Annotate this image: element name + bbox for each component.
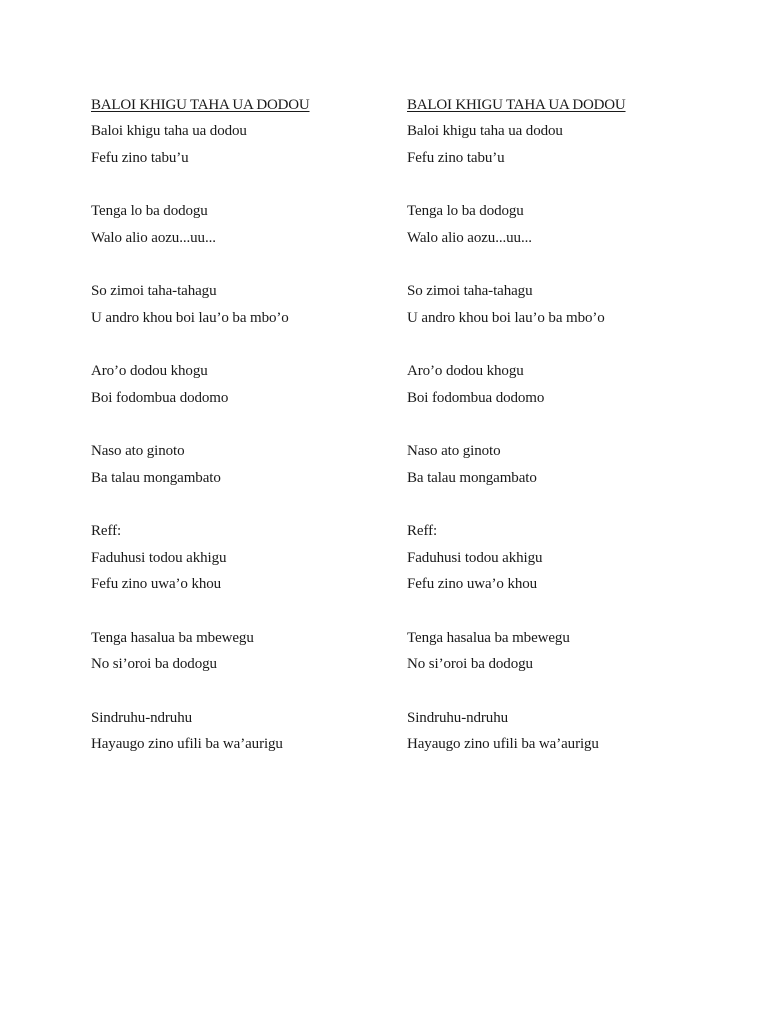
- lyric-line: Aro’o dodou khogu: [91, 363, 208, 379]
- lyric-line: U andro khou boi lau’o ba mbo’o: [407, 309, 605, 326]
- lyric-line: Faduhusi todou akhigu: [407, 549, 543, 566]
- lyrics-column-left: [91, 92, 391, 785]
- stanza-2: [407, 198, 707, 251]
- stanza-4: [407, 358, 707, 411]
- lyric-line: Tenga lo ba dodogu: [91, 203, 208, 219]
- stanza-3: [407, 278, 707, 331]
- stanza-1: [91, 118, 391, 171]
- stanza-3: [91, 278, 391, 331]
- stanza-7: [407, 625, 707, 678]
- stanza-7: [91, 625, 391, 678]
- lyric-line: Naso ato ginoto: [91, 443, 185, 459]
- lyric-line: Sindruhu-ndruhu: [91, 709, 192, 726]
- lyric-line: Hayaugo zino ufili ba wa’aurigu: [407, 736, 599, 752]
- lyric-line: Ba talau mongambato: [407, 469, 537, 486]
- lyrics-column-right: [407, 92, 707, 785]
- refrain-label: Reff:: [91, 523, 122, 539]
- lyric-line: Fefu zino tabu’u: [407, 149, 505, 166]
- lyric-line: Tenga hasalua ba mbewegu: [407, 629, 570, 646]
- lyric-line: Hayaugo zino ufili ba wa’aurigu: [91, 736, 283, 752]
- stanza-8: [91, 705, 391, 758]
- stanza-reff: [407, 518, 707, 598]
- lyric-line: Naso ato ginoto: [407, 443, 501, 459]
- lyric-line: No si’oroi ba dodogu: [407, 656, 533, 672]
- lyric-line: Baloi khigu taha ua dodou: [91, 123, 247, 139]
- lyric-line: Baloi khigu taha ua dodou: [407, 123, 563, 139]
- song-title: BALOI KHIGU TAHA UA DODOU: [91, 97, 310, 113]
- stanza-5: [407, 438, 707, 491]
- lyric-line: Boi fodombua dodomo: [407, 389, 545, 406]
- stanza-reff: [91, 518, 391, 598]
- stanza-8: [407, 705, 707, 758]
- lyric-line: Fefu zino uwa’o khou: [407, 576, 538, 592]
- lyric-line: So zimoi taha-tahagu: [407, 283, 533, 299]
- stanza-2: [91, 198, 391, 251]
- lyric-line: Tenga hasalua ba mbewegu: [91, 629, 254, 646]
- refrain-label: Reff:: [407, 523, 438, 539]
- lyric-line: Fefu zino tabu’u: [91, 149, 189, 166]
- lyric-line: No si’oroi ba dodogu: [91, 656, 217, 672]
- lyric-line: So zimoi taha-tahagu: [91, 283, 217, 299]
- lyric-line: Aro’o dodou khogu: [407, 363, 524, 379]
- lyric-line: U andro khou boi lau’o ba mbo’o: [91, 309, 289, 326]
- stanza-1: [407, 118, 707, 171]
- stanza-4: [91, 358, 391, 411]
- lyric-line: Tenga lo ba dodogu: [407, 203, 524, 219]
- lyric-line: Ba talau mongambato: [91, 469, 221, 486]
- lyric-line: Fefu zino uwa’o khou: [91, 576, 222, 592]
- lyric-line: Boi fodombua dodomo: [91, 389, 229, 406]
- lyric-line: Walo alio aozu...uu...: [91, 229, 216, 246]
- song-title: BALOI KHIGU TAHA UA DODOU: [407, 97, 626, 113]
- lyric-line: Faduhusi todou akhigu: [91, 549, 227, 566]
- stanza-5: [91, 438, 391, 491]
- lyric-line: Walo alio aozu...uu...: [407, 229, 532, 246]
- lyric-line: Sindruhu-ndruhu: [407, 709, 508, 726]
